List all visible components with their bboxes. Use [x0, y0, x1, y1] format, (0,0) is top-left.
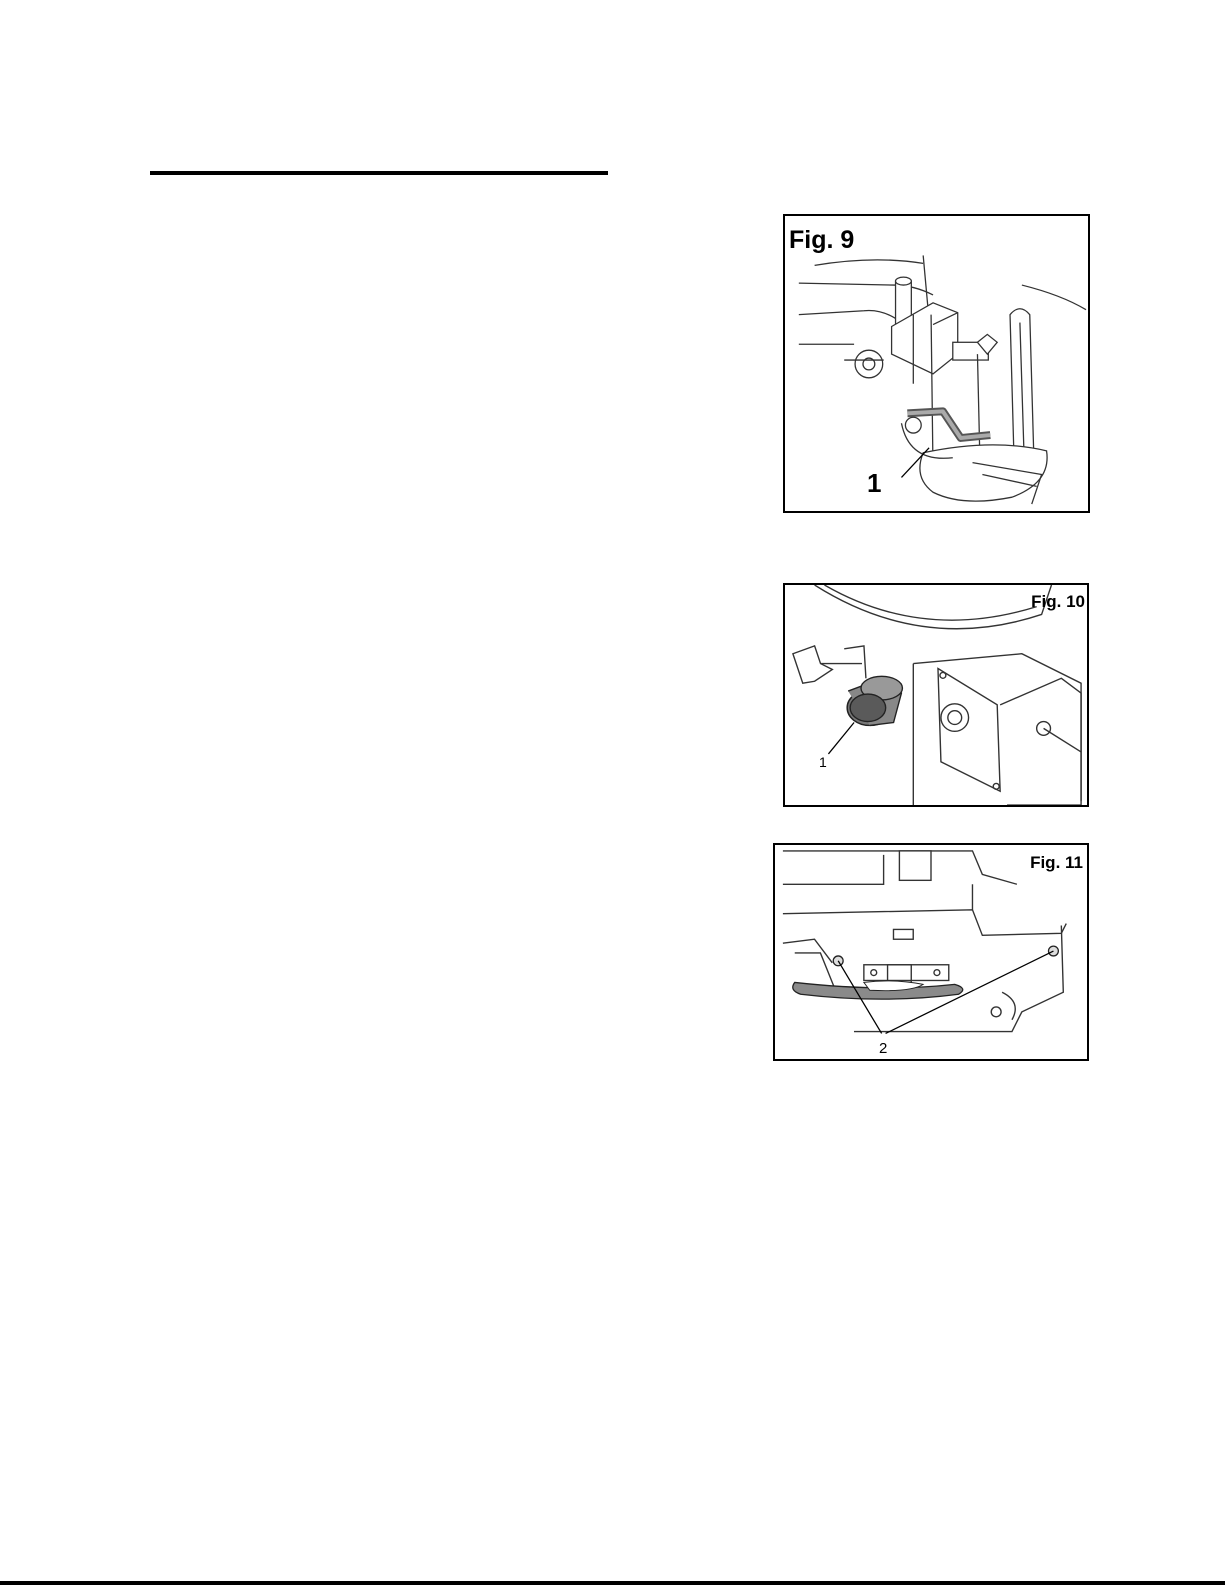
section-heading-rule: [150, 171, 608, 175]
figure-9: [783, 214, 1090, 513]
figure-10-callout: 1: [819, 754, 827, 770]
figure-9-title: Fig. 9: [789, 226, 855, 254]
figure-11-title: Fig. 11: [1030, 853, 1083, 872]
figure-10: [783, 583, 1089, 807]
fig10-illustration: [785, 585, 1087, 805]
fig9-illustration: [785, 216, 1088, 511]
figure-10-title: Fig. 10: [1031, 592, 1085, 611]
page-bottom-rule: [0, 1581, 1225, 1585]
fig11-illustration: [775, 845, 1087, 1059]
figure-11-callout: 2: [879, 1040, 888, 1057]
figure-9-callout: 1: [867, 468, 882, 498]
figure-11: [773, 843, 1089, 1061]
